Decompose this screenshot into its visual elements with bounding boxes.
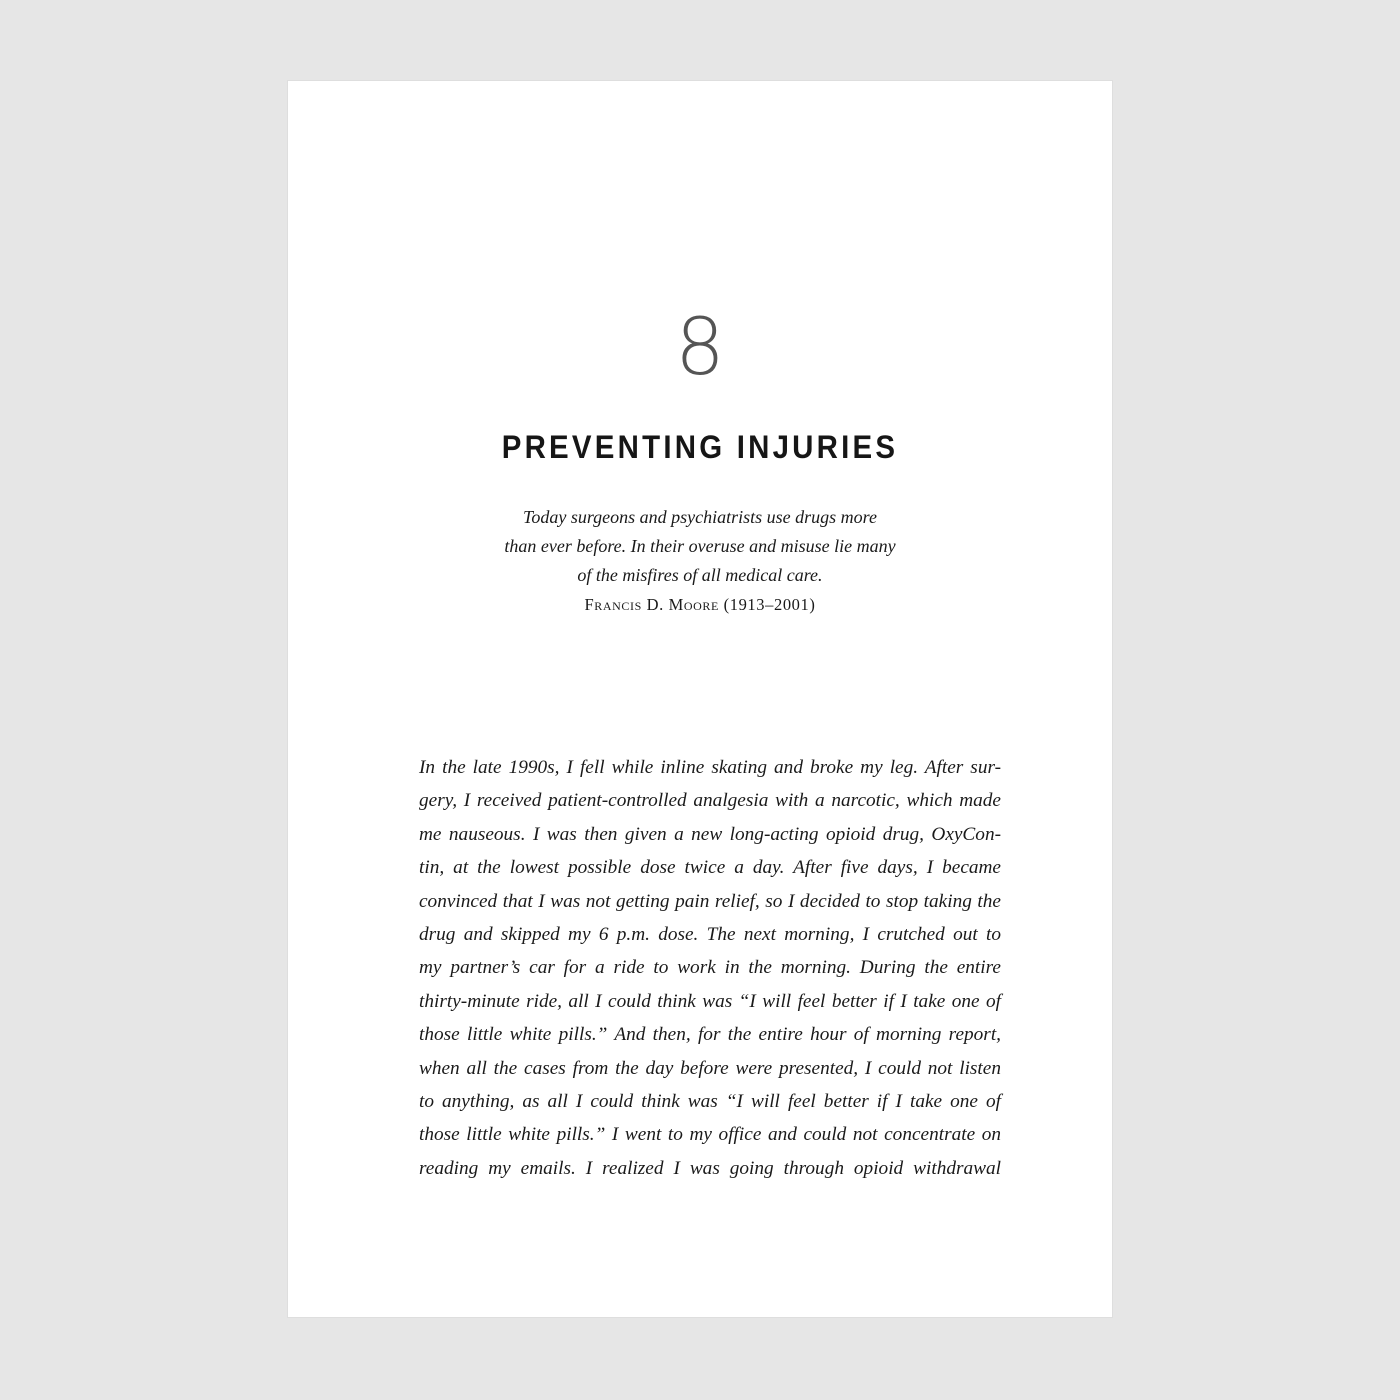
body-line: gery, I received patient-controlled analgesia with a narcotic, which made	[419, 790, 1001, 812]
chapter-number: 8	[675, 303, 725, 393]
chapter-title: PREVENTING INJURIES	[501, 429, 899, 465]
body-line: me nauseous. I was then given a new long-acting opioid drug, OxyCon-	[419, 823, 1001, 845]
body-line: those little white pills.” And then, for the entire hour of morning report,	[419, 1024, 1001, 1046]
body-line: when all the cases from the day before were presented, I could not listen	[419, 1057, 1001, 1079]
epigraph-line: Today surgeons and psychiatrists use drugs more	[522, 507, 877, 527]
body-line: convinced that I was not getting pain relief, so I decided to stop taking the	[419, 890, 1001, 912]
body-paragraph	[419, 751, 1001, 1185]
body-line: drug and skipped my 6 p.m. dose. The next morning, I crutched out to	[419, 923, 1001, 945]
body-line: reading my emails. I realized I was going through opioid withdrawal	[419, 1157, 1001, 1179]
body-line: tin, at the lowest possible dose twice a day. After five days, I became	[419, 857, 1001, 879]
epigraph-line: of the misfires of all medical care.	[577, 565, 823, 585]
body-line: In the late 1990s, I fell while inline skating and broke my leg. After sur-	[419, 757, 1001, 778]
book-page	[288, 81, 1112, 1317]
body-line: those little white pills.” I went to my office and could not concentrate on	[419, 1124, 1001, 1146]
epigraph-attribution: Francis D. Moore (1913–2001)	[584, 595, 816, 614]
body-line: to anything, as all I could think was “I will feel better if I take one of	[419, 1090, 1001, 1112]
epigraph-line: than ever before. In their overuse and misuse lie many	[504, 536, 896, 556]
epigraph	[288, 503, 1112, 619]
body-line: thirty-minute ride, all I could think was “I will feel better if I take one of	[419, 990, 1001, 1012]
body-line: my partner’s car for a ride to work in the morning. During the entire	[419, 957, 1001, 979]
